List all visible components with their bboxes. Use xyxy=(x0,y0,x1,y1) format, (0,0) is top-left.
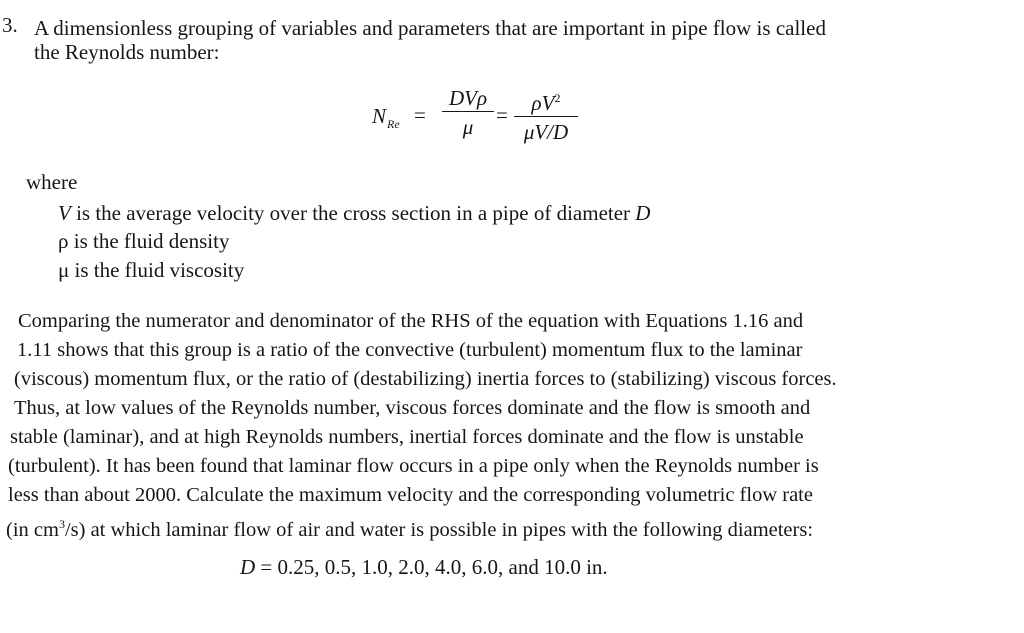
paragraph-line-4: Thus, at low values of the Reynolds number, viscous forces dominate and the flow is smooth and xyxy=(14,397,811,419)
paragraph-line-6: (turbulent). It has been found that laminar flow occurs in a pipe only when the Reynolds number is xyxy=(8,455,819,477)
diameter-list: D = 0.25, 0.5, 1.0, 2.0, 4.0, 6.0, and 10.0 in. xyxy=(240,555,608,579)
where-label: where xyxy=(26,170,78,194)
equals-sign: = xyxy=(414,103,426,127)
fraction-1 xyxy=(442,86,494,139)
paragraph-line-5: stable (laminar), and at high Reynolds numbers, inertial forces dominate and the flow is unstable xyxy=(10,426,804,448)
paragraph-line-2: 1.11 shows that this group is a ratio of the convective (turbulent) momentum flux to the laminar xyxy=(17,339,803,361)
definition-density: ρ is the fluid density xyxy=(58,229,230,253)
definition-velocity: V is the average velocity over the cross section in a pipe of diameter D xyxy=(58,201,651,225)
intro-line-1: A dimensionless grouping of variables and parameters that are important in pipe flow is called xyxy=(34,16,826,40)
equation-lhs: $N_{Re}$ xyxy=(372,104,400,131)
paragraph-line-8: (in $cm^3/s$) at which laminar flow of air and water is possible in pipes with the following diameters: xyxy=(6,517,814,541)
equals-sign-2: = xyxy=(496,103,508,127)
fraction-2-numerator: $\rho V^2$ xyxy=(531,91,561,115)
paragraph-line-3: (viscous) momentum flux, or the ratio of (destabilizing) inertia forces to (stabilizing) viscous forces. xyxy=(14,368,837,390)
paragraph-line-7: less than about 2000. Calculate the maximum velocity and the corresponding volumetric flow rate xyxy=(8,484,813,506)
problem-number: 3. xyxy=(2,13,18,37)
fraction-2-bar xyxy=(514,116,578,117)
fraction-1-numerator: DVρ xyxy=(448,86,488,110)
fraction-2 xyxy=(514,86,578,144)
fraction-1-bar xyxy=(442,111,494,112)
fraction-2-denominator: μV/D xyxy=(523,120,569,145)
fraction-1-denominator: μ xyxy=(462,115,474,140)
fraction-2-exponent: 2 xyxy=(554,91,561,105)
paragraph-line-1: Comparing the numerator and denominator of the RHS of the equation with Equations 1.16 and xyxy=(18,310,804,332)
intro-line-2: the Reynolds number: xyxy=(34,40,220,64)
definition-viscosity: μ is the fluid viscosity xyxy=(58,258,245,282)
equation-lhs-subscript: Re xyxy=(387,117,400,131)
